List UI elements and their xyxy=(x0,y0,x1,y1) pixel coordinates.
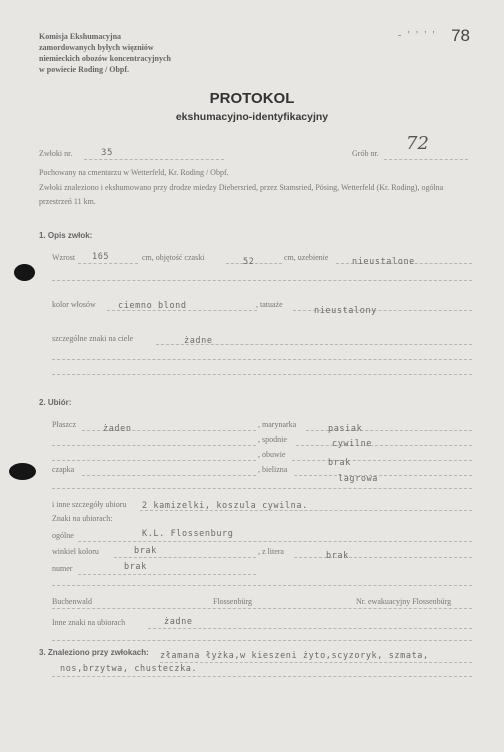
section-items-found: 3. Znaleziono przy zwłokach: xyxy=(39,648,149,657)
number-value: brak xyxy=(124,562,147,572)
tattoo-label: , tatuaże xyxy=(256,300,283,309)
items-found-line2: nos,brzytwa, chusteczka. xyxy=(60,664,198,674)
letter-value: brak xyxy=(326,551,349,561)
number-label: numer xyxy=(52,564,73,573)
height-value: 165 xyxy=(92,252,110,262)
section-body-description: 1. Opis zwłok: xyxy=(39,231,93,240)
underwear-value: lagrowa xyxy=(338,474,379,484)
hair-color-value: ciemno blond xyxy=(118,301,187,311)
angle-color-label: winkiel koloru xyxy=(52,547,99,556)
coat-value: żaden xyxy=(103,424,132,434)
cm-skull-label: cm, objętość czaski xyxy=(142,253,205,262)
org-line: Komisja Ekshumacyjna xyxy=(39,32,122,41)
grave-number-value: 72 xyxy=(406,133,429,154)
page-mark: - ' ' ' ' xyxy=(398,30,437,41)
section-clothing: 2. Ubiór: xyxy=(39,398,72,407)
document-subtitle: ekshumacyjno-identyfikacyjny xyxy=(175,111,329,123)
burial-place-text: Pochowany na cmentarzu w Wetterfeld, Kr. Roding / Obpf. xyxy=(39,168,229,177)
commission-header xyxy=(39,31,171,75)
body-number-label: Zwłoki nr. xyxy=(39,149,73,158)
grave-number-label: Grób nr. xyxy=(352,149,379,158)
jacket-label: , marynarka xyxy=(258,420,297,429)
org-line: zamordowanych byłych więzniów xyxy=(39,43,154,52)
other-clothing-label: i inne szczegóły ubioru xyxy=(52,500,127,509)
trousers-label: , spodnie xyxy=(258,435,287,444)
jacket-value: pasiak xyxy=(328,424,363,434)
org-line: w powiecie Roding / Obpf. xyxy=(39,65,130,74)
evacuation-number-label: Nr. ewakuacyjny Flossenbürg xyxy=(356,597,452,606)
underwear-label: , bielizna xyxy=(258,465,288,474)
body-marks-label: szczególne znaki na ciele xyxy=(52,334,134,343)
teeth-value: nieustalone xyxy=(352,257,415,267)
shoes-value: brak xyxy=(328,458,351,468)
tattoo-value: nieustalony xyxy=(314,306,377,316)
cap-label: czapka xyxy=(52,465,75,474)
shoes-label: , obuwie xyxy=(258,450,286,459)
body-number-value: 35 xyxy=(101,148,114,158)
punch-hole xyxy=(9,463,36,480)
other-marks-value: żadne xyxy=(164,617,193,627)
punch-hole xyxy=(14,264,35,281)
other-marks-label: Inne znaki na ubiorach xyxy=(52,618,126,627)
document-title: PROTOKOL xyxy=(209,90,295,107)
other-clothing-value: 2 kamizelki, koszula cywilna. xyxy=(142,501,308,511)
page-number: 78 xyxy=(451,26,470,45)
angle-color-value: brak xyxy=(134,546,157,556)
flossenburg-label: Flossenbürg xyxy=(213,597,252,606)
general-marks-label: ogólne xyxy=(52,531,74,540)
general-marks-value: K.L. Flossenburg xyxy=(142,529,234,539)
height-label: Wzrost xyxy=(52,253,76,262)
items-found-line1: złamana łyżka,w kieszeni żyto,scyzoryk, szmata, xyxy=(160,651,429,661)
body-marks-value: żadne xyxy=(184,336,213,346)
found-location-text: Zwłoki znaleziono i ekshumowano przy drodze miedzy Diebersried, przez Stamsried, Pösing, Wetterfeld (Kr. Roding), ogólna przestrzeń 11 km. xyxy=(39,183,444,206)
clothing-marks-header: Znaki na ubiorach: xyxy=(52,514,113,523)
letter-label: , z litera xyxy=(258,547,284,556)
trousers-value: cywilne xyxy=(332,439,373,449)
hair-color-label: kolor włosów xyxy=(52,300,96,309)
teeth-label: cm, uzebienie xyxy=(284,253,329,262)
coat-label: Płaszcz xyxy=(52,420,76,429)
org-line: niemieckich obozów koncentracyjnych xyxy=(39,54,171,63)
buchenwald-label: Buchenwald xyxy=(52,597,92,606)
skull-value: 52 xyxy=(243,257,255,267)
